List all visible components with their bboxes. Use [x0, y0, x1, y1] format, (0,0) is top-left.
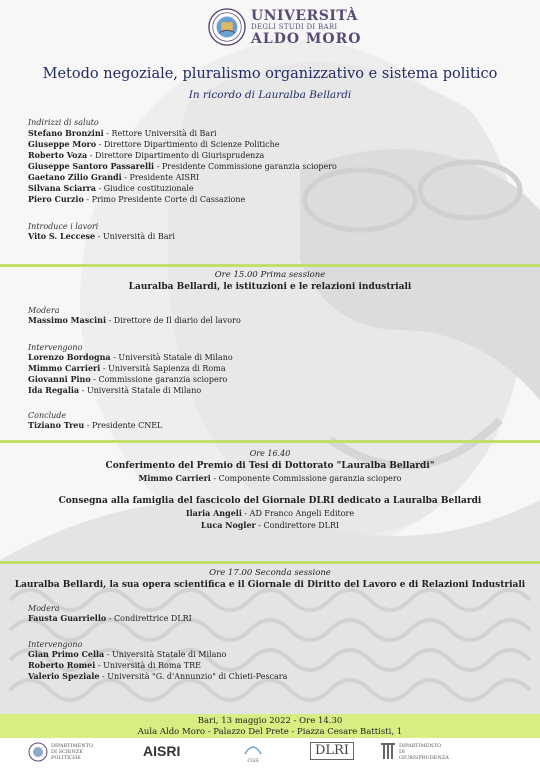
logo-dlri: DLRI: [310, 742, 354, 760]
university-name: UNIVERSITÀ: [251, 7, 358, 24]
column-icon: [380, 742, 396, 762]
session1-speakers-block: [28, 343, 233, 396]
event-place: Aula Aldo Moro - Palazzo Del Prete - Piazza Cesare Battisti, 1: [137, 727, 403, 737]
speaker-row: Mimmo Carrieri - Università Sapienza di Roma: [28, 363, 226, 373]
intro-row: Vito S. Leccese - Università di Bari: [28, 231, 175, 241]
speaker-row: Ida Regalia - Università Statale di Milano: [28, 385, 202, 395]
logo-scienze-politiche: DIPARTIMENTO DI SCIENZE POLITICHE: [28, 742, 91, 762]
session1-time: Ore 15.00 Prima sessione: [214, 270, 326, 280]
speaker-row: Roberto Romei - Università di Roma TRE: [28, 660, 201, 670]
greeting-row: Gaetano Zilio Grandi - Presidente AISRI: [28, 172, 200, 182]
session1-conclusion-block: [28, 411, 162, 431]
conclusion-row: Tiziano Treu - Presidente CNEL: [28, 420, 163, 430]
speaker-row: Giovanni Pino - Commissione garanzia sciopero: [28, 374, 228, 384]
greeting-row: Roberto Voza - Direttore Dipartimento di Giurisprudenza: [28, 150, 265, 160]
moderator-label: Modera: [28, 306, 60, 315]
sponsor-logos: [0, 738, 540, 769]
university-aldo-moro: ALDO MORO: [251, 30, 362, 47]
speaker-row: Lorenzo Bordogna - Università Statale di Milano: [28, 352, 233, 362]
university-seal-icon: [208, 8, 246, 46]
separator: [0, 440, 540, 443]
separator: [0, 264, 540, 267]
greeting-row: Silvana Sciarra - Giudice costituzionale: [28, 183, 194, 193]
delivery-row: Luca Nogler - Condirettore DLRI: [200, 520, 340, 530]
session1-moderator-block: [28, 306, 241, 326]
award-row: Mimmo Carrieri - Componente Commissione garanzia sciopero: [138, 473, 402, 483]
moderator-row: Massimo Mascini - Direttore de Il diario del lavoro: [28, 315, 241, 325]
speakers-label: Intervengono: [28, 343, 83, 352]
greeting-row: Stefano Bronzini - Rettore Università di Bari: [28, 128, 217, 138]
page-subtitle: In ricordo di Lauralba Bellardi: [188, 89, 352, 101]
delivery-heading: Consegna alla famiglia del fascicolo del Giornale DLRI dedicato a Lauralba Bellardi: [58, 496, 482, 506]
intro-label: Introduce i lavori: [28, 222, 99, 231]
department-seal-icon: [28, 742, 48, 762]
moderator-row: Fausta Guarriello - Condirettrice DLRI: [28, 613, 192, 623]
greetings-label: Indirizzi di saluto: [28, 118, 99, 127]
session2-time: Ore 17.00 Seconda sessione: [209, 568, 331, 578]
session2-heading: Lauralba Bellardi, la sua opera scientifica e il Giornale di Diritto del Lavoro e di Relazioni Industriali: [14, 580, 526, 590]
session2-speakers-block: [28, 640, 287, 682]
session1-heading: Lauralba Bellardi, le istituzioni e le relazioni industriali: [128, 282, 412, 292]
session2-moderator-block: [28, 604, 192, 624]
award-heading: Conferimento del Premio di Tesi di Dottorato "Lauralba Bellardi": [105, 461, 435, 471]
page-title: Metodo negoziale, pluralismo organizzativo e sistema politico: [42, 66, 498, 82]
logo-cgs: CGS: [243, 742, 263, 764]
moderator-label: Modera: [28, 604, 60, 613]
conclusion-label: Conclude: [28, 411, 67, 420]
event-date: Bari, 13 maggio 2022 - Ore 14.30: [197, 716, 343, 726]
speaker-row: Gian Primo Cella - Università Statale di Milano: [28, 649, 227, 659]
university-subname: DEGLI STUDI DI BARI: [251, 22, 338, 31]
greeting-row: Piero Curzio - Primo Presidente Corte di Cassazione: [28, 194, 246, 204]
logo-aisri: AISRI: [143, 743, 181, 759]
logo-giurisprudenza: DIPARTIMENTO DI GIURISPRUDENZA: [380, 742, 441, 762]
speaker-row: Valerio Speziale - Università "G. d'Annunzio" di Chieti-Pescara: [28, 671, 288, 681]
intro-block: [28, 222, 175, 242]
event-info-band: [0, 714, 540, 738]
cgs-emblem-icon: [243, 742, 263, 756]
greeting-row: Giuseppe Santoro Passarelli - Presidente Commissione garanzia sciopero: [28, 161, 337, 171]
speakers-label: Intervengono: [28, 640, 83, 649]
award-time: Ore 16.40: [249, 449, 291, 458]
greeting-row: Giuseppe Moro - Direttore Dipartimento di Scienze Politiche: [28, 139, 280, 149]
greetings-block: [28, 118, 337, 205]
university-logo: [208, 8, 361, 46]
separator: [0, 561, 540, 564]
delivery-row: Ilaria Angeli - AD Franco Angeli Editore: [185, 508, 355, 518]
